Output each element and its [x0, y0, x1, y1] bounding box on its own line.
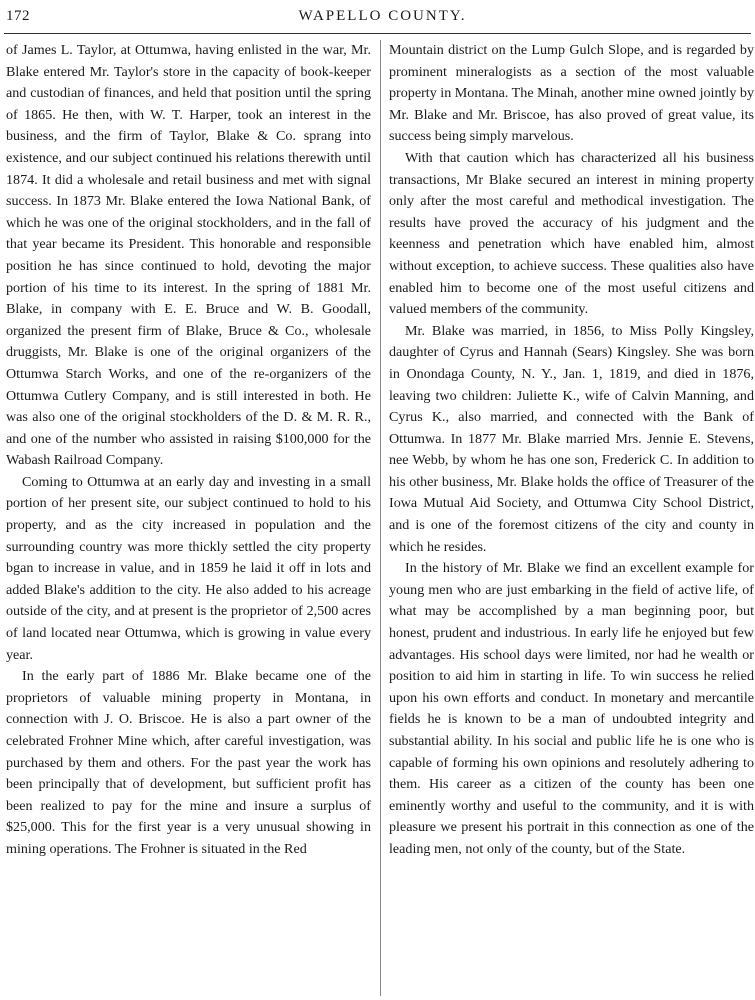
paragraph: Mountain district on the Lump Gulch Slope, and is regarded by prominent mineralogists as a section of the most valuable property in Montana. The Minah, another mine owned jointly by Mr. Blake and Mr. Briscoe, has also proved of great value, its success being simply marvelous.: [389, 42, 754, 145]
paragraph: of James L. Taylor, at Ottumwa, having enlisted in the war, Mr. Blake entered Mr. Taylor's store in the capacity of book-keeper and custodian of finances, and held that position until the spring of 1865. He then, with W. T. Harper, took an interest in the business, and the firm of Taylor, Blake & Co. sprang into existence, and our subject continued his relations therewith until 1874. It did a wholesale and retail business and met with signal success. In 1873 Mr. Blake entered the Iowa National Bank, of which he was one of the original stockholders, and in the fall of that year became its President. This honorable and responsible position he has since continued to hold, devoting the major portion of his time to its interest. In the spring of 1881 Mr. Blake, in company with E. E. Bruce and W. B. Goodall, organized the present firm of Blake, Bruce & Co., wholesale druggists, Mr. Blake is one of the original organizers of the Ottumwa Starch Works, and one of the re-organizers of the Ottumwa Cutlery Company, and is still interested in both. He was also one of the original stockholders of the D. & M. R. R., and one of the number who assisted in raising $100,000 for the Wabash Railroad Company.: [6, 42, 371, 469]
page-number: 172: [6, 8, 30, 24]
header-rule: [4, 33, 751, 34]
paragraph: In the history of Mr. Blake we find an excellent example for young men who are just embarking in the field of active life, of what may be accomplished by a man beginning poor, but honest, prudent and industrious. In early life he enjoyed but few advantages. His school days were limited, nor had he wealth or position to aid him in starting in life. To win success he relied upon his own efforts and conduct. In monetary and mercantile fields he is known to be a man of undoubted integrity and substantial ability. In his social and public life he is one who is capable of forming his own opinions and resolutely adhering to them. His career as a citizen of the county has been one eminently worthy and useful to the community, and it is with pleasure we present his portrait in this connection as one of the leading men, not only of the county, but of the State.: [389, 560, 754, 857]
paragraph: With that caution which has characterized all his business transactions, Mr Blake secured an interest in mining property only after the most careful and methodical investigation. The results have proved the accuracy of his judgment and the keenness and penetration which have enabled him, almost without exception, to achieve success. These qualities also have enabled him to become one of the most useful citizens and valued members of the community.: [389, 149, 754, 318]
paragraph: Mr. Blake was married, in 1856, to Miss Polly Kingsley, daughter of Cyrus and Hannah (Sears) Kingsley. She was born in Onondaga County, N. Y., Jan. 1, 1819, and died in 1876, leaving two children: Juliette K., wife of Calvin Manning, and Cyrus K., also married, and connected with the Bank of Ottumwa. In 1877 Mr. Blake married Mrs. Jennie E. Stevens, nee Webb, by whom he has one son, Frederick C. In addition to his other business, Mr. Blake holds the office of Treasurer of the Iowa Mutual Aid Society, and Ottumwa City School District, and is one of the foremost citizens of the city and county in which he resides.: [389, 322, 754, 555]
running-title: WAPELLO COUNTY.: [298, 8, 467, 24]
right-column: [389, 40, 754, 861]
column-divider: [380, 40, 381, 996]
paragraph: In the early part of 1886 Mr. Blake became one of the proprietors of valuable mining property in Montana, in connection with J. O. Briscoe. He is also a part owner of the celebrated Frohner Mine which, after careful investigation, was purchased by them and others. For the past year the work has been principally that of development, but sufficient profit has been realized to pay for the mine and insure a surplus of $25,000. This for the first year is a very unusual showing in mining operations. The Frohner is situated in the Red: [6, 668, 371, 857]
left-column: [6, 40, 371, 861]
paragraph: Coming to Ottumwa at an early day and investing in a small portion of her present site, our subject continued to hold to his property, and as the city increased in population and the surrounding country was more thickly settled the city property bgan to increase in value, and in 1859 he laid it off in lots and added Blake's addition to the city. He also added to his acreage outside of the city, and at present is the proprietor of 2,500 acres of land located near Ottumwa, which is growing in value every year.: [6, 473, 371, 663]
